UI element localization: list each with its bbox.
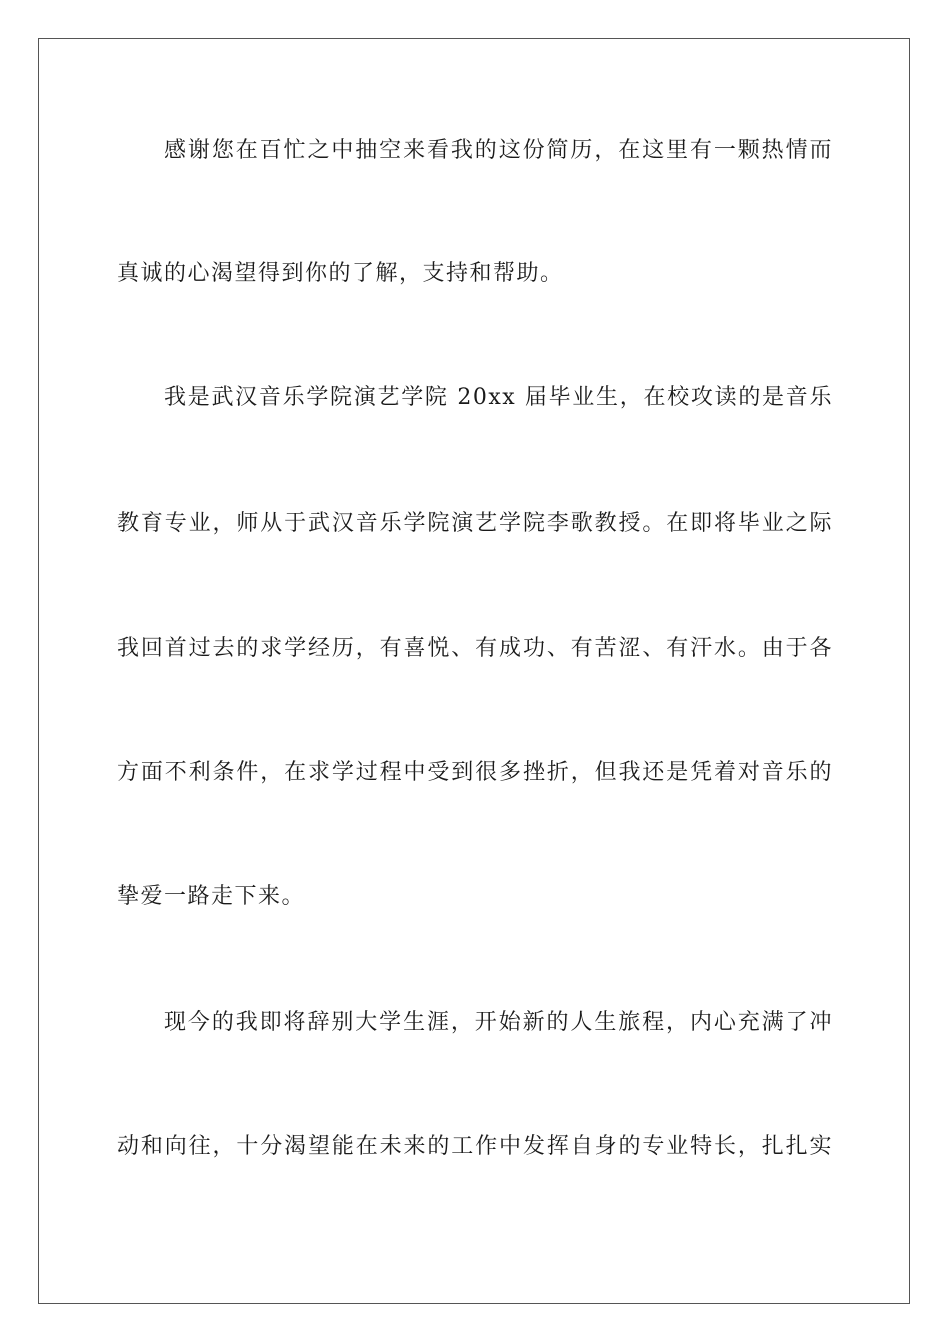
paragraph-2-line-3: 我回首过去的求学经历，有喜悦、有成功、有苦涩、有汗水。由于各 [117,636,833,661]
paragraph-3-line-2: 动和向往，十分渴望能在未来的工作中发挥自身的专业特长，扎扎实 [117,1134,833,1159]
paragraph-2-line-5: 挚爱一路走下来。 [117,884,306,909]
paragraph-1-line-1: 感谢您在百忙之中抽空来看我的这份简历，在这里有一颗热情而 [164,138,833,163]
page-border [38,38,910,1304]
paragraph-3-line-1: 现今的我即将辞别大学生涯，开始新的人生旅程，内心充满了冲 [164,1010,833,1035]
paragraph-1-line-2: 真诚的心渴望得到你的了解，支持和帮助。 [117,261,564,286]
paragraph-2-line-2: 教育专业，师从于武汉音乐学院演艺学院李歌教授。在即将毕业之际 [117,511,833,536]
paragraph-2-line-1: 我是武汉音乐学院演艺学院 20xx 届毕业生，在校攻读的是音乐 [164,385,833,410]
paragraph-2-line-4: 方面不利条件，在求学过程中受到很多挫折，但我还是凭着对音乐的 [117,760,833,785]
